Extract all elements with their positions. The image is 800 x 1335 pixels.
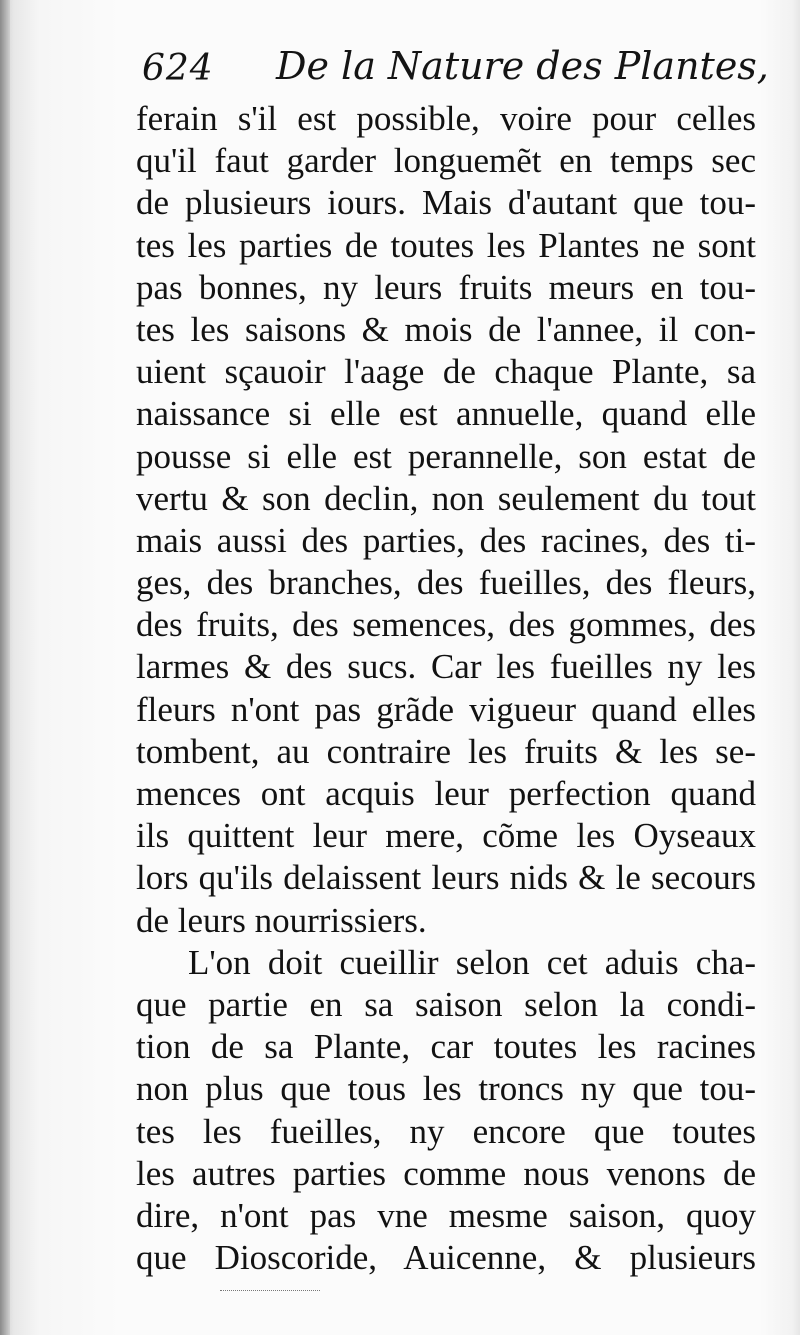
text-line: des fruits, des semences, des gommes, des xyxy=(136,605,756,645)
text-line: que Dioscoride, Auicenne, & plusieurs xyxy=(136,1238,756,1278)
text-line: ils quittent leur mere, cõme les Oyseaux xyxy=(136,816,756,856)
page-gutter-shadow xyxy=(0,0,10,1335)
text-line: naissance si elle est annuelle, quand elle xyxy=(136,394,756,434)
text-line: mais aussi des parties, des racines, des ti- xyxy=(136,520,756,560)
text-line: de plusieurs iours. Mais d'autant que tou- xyxy=(136,183,756,223)
text-line: larmes & des sucs. Car les fueilles ny les xyxy=(136,647,756,687)
paragraph-first-line: L'on doit cueillir selon cet aduis cha- xyxy=(188,942,756,982)
text-line: tion de sa Plante, car toutes les racines xyxy=(136,1027,756,1067)
text-line: lors qu'ils delaissent leurs nids & le secours xyxy=(136,858,756,898)
text-line: tombent, au contraire les fruits & les se- xyxy=(136,731,756,771)
page-header xyxy=(142,44,769,100)
text-line: les autres parties comme nous venons de xyxy=(136,1153,756,1193)
text-line: uient sçauoir l'aage de chaque Plante, sa xyxy=(136,352,756,392)
text-line: vertu & son declin, non seulement du tout xyxy=(136,478,756,518)
text-line: dire, n'ont pas vne mesme saison, quoy xyxy=(136,1195,756,1235)
page-number: 624 xyxy=(142,48,214,89)
text-line: pousse si elle est perannelle, son estat de xyxy=(136,436,756,476)
text-line: tes les parties de toutes les Plantes ne sont xyxy=(136,225,756,265)
text-line: ges, des branches, des fueilles, des fleurs, xyxy=(136,563,756,603)
running-title: De la Nature des Plantes, xyxy=(276,44,769,88)
text-line: qu'il faut garder longuemẽt en temps sec xyxy=(136,141,756,181)
text-line: ferain s'il est possible, voire pour celles xyxy=(136,99,756,138)
text-line: pas bonnes, ny leurs fruits meurs en tou- xyxy=(136,267,756,307)
page-bottom-mark xyxy=(220,1290,320,1292)
text-line: non plus que tous les troncs ny que tou- xyxy=(136,1069,756,1109)
text-line: que partie en sa saison selon la condi- xyxy=(136,984,756,1024)
text-line: de leurs nourrissiers. xyxy=(136,900,427,940)
body-text xyxy=(136,98,756,1279)
text-line: tes les saisons & mois de l'annee, il con- xyxy=(136,309,756,349)
text-line: tes les fueilles, ny encore que toutes xyxy=(136,1111,756,1151)
text-line: fleurs n'ont pas grãde vigueur quand elles xyxy=(136,689,756,729)
text-line: mences ont acquis leur perfection quand xyxy=(136,774,756,813)
